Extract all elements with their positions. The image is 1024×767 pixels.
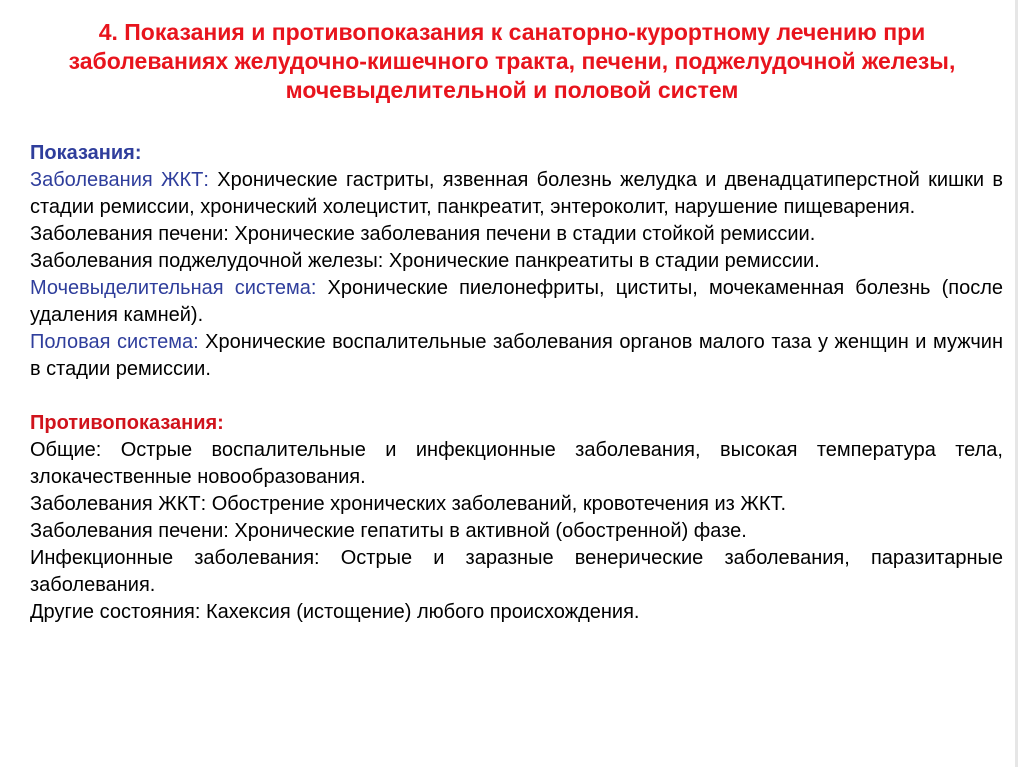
indication-text: Хронические заболевания печени в стадии стойкой ремиссии. bbox=[228, 223, 816, 245]
contraindication-item bbox=[30, 437, 1003, 491]
indication-text: Хронические воспалительные заболевания органов малого таза у женщин и мужчин в стадии ремиссии. bbox=[30, 331, 1003, 380]
contraindication-text: Кахексия (истощение) любого происхождения. bbox=[200, 601, 640, 623]
indication-item bbox=[30, 167, 1003, 221]
section-spacer bbox=[30, 383, 1003, 410]
contraindication-item bbox=[30, 518, 1003, 545]
indication-text: Хронические пиелонефриты, циститы, мочекаменная болезнь (после удаления камней). bbox=[30, 277, 1004, 326]
indication-text: Хронические гастриты, язвенная болезнь желудка и двенадцатиперстной кишки в стадии ремиссии, хронический холецистит, панкреатит, энтероколит, нарушение пищеварения. bbox=[30, 169, 1003, 218]
slide-edge-border bbox=[1015, 0, 1018, 767]
indication-label: Половая система: bbox=[30, 331, 199, 353]
indication-item bbox=[30, 221, 1003, 248]
indication-text: Хронические панкреатиты в стадии ремиссии. bbox=[383, 250, 820, 272]
indication-item bbox=[30, 275, 1003, 329]
indication-label: Мочевыделительная система: bbox=[30, 277, 317, 299]
slide-title: 4. Показания и противопоказания к санаторно-курортному лечению при заболеваниях желудочно-кишечного тракта, печени, поджелудочной железы, мочевыделительной и половой систем bbox=[68, 19, 956, 103]
contraindication-item bbox=[30, 545, 1003, 599]
contraindication-item bbox=[30, 599, 1003, 626]
indication-label: Заболевания поджелудочной железы: bbox=[30, 250, 384, 272]
contraindication-text: Хронические гепатиты в активной (обостренной) фазе. bbox=[228, 520, 747, 542]
indications-heading bbox=[30, 140, 1003, 167]
contraindication-label: Заболевания печени: bbox=[30, 520, 229, 542]
contraindications-heading-text: Противопоказания: bbox=[30, 412, 224, 434]
slide-body bbox=[30, 140, 1003, 626]
contraindication-label: Общие: bbox=[30, 439, 102, 461]
contraindication-text: Острые воспалительные и инфекционные заболевания, высокая температура тела, злокачественные новообразования. bbox=[30, 439, 1003, 488]
contraindication-label: Инфекционные заболевания: bbox=[30, 547, 320, 569]
contraindication-text: Острые и заразные венерические заболевания, паразитарные заболевания. bbox=[30, 547, 1003, 596]
contraindications-heading bbox=[30, 410, 1003, 437]
contraindication-item bbox=[30, 491, 1003, 518]
contraindication-label: Заболевания ЖКТ: bbox=[30, 493, 207, 515]
contraindication-label: Другие состояния: bbox=[30, 601, 201, 623]
contraindication-text: Обострение хронических заболеваний, кровотечения из ЖКТ. bbox=[206, 493, 787, 515]
indications-heading-text: Показания: bbox=[30, 142, 142, 164]
indication-item bbox=[30, 329, 1003, 383]
indication-label: Заболевания ЖКТ: bbox=[30, 169, 209, 191]
indication-item bbox=[30, 248, 1003, 275]
indication-label: Заболевания печени: bbox=[30, 223, 229, 245]
